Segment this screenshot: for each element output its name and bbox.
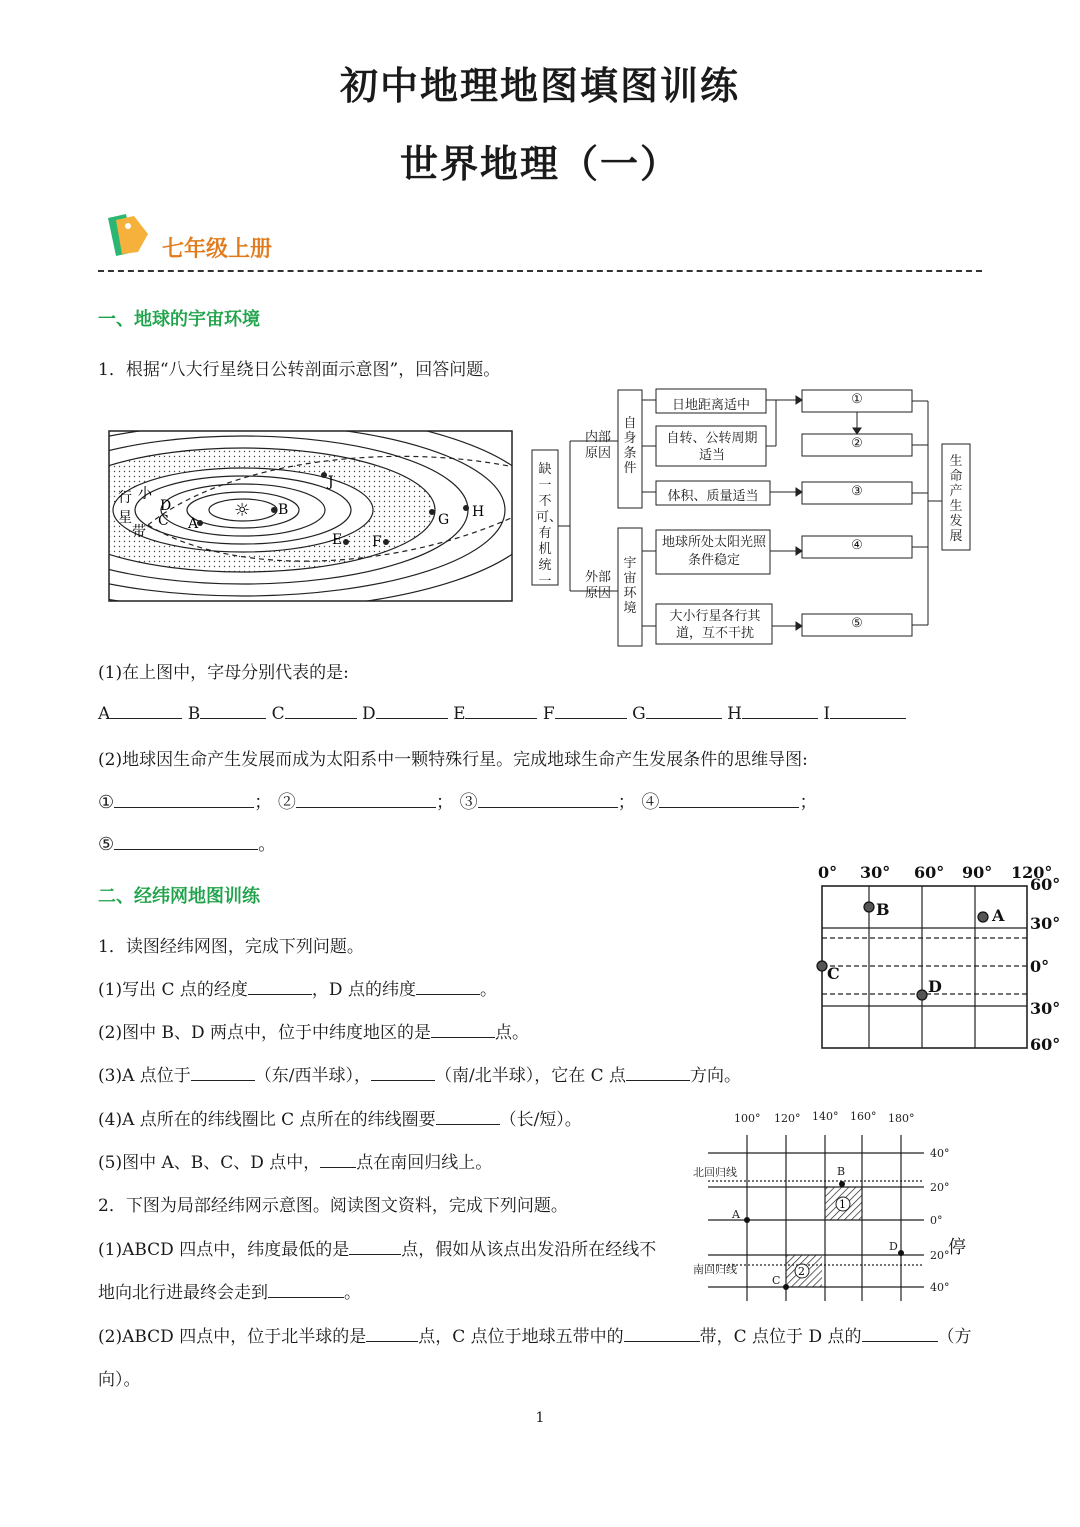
lat-lon-grid-2 xyxy=(690,1105,950,1305)
svg-text:90°: 90° xyxy=(962,863,993,882)
sun-icon: ☼ xyxy=(234,500,251,521)
mindmap-answer-row2: ⑤ 。 xyxy=(98,834,277,855)
page-subtitle: 世界地理（一） xyxy=(399,142,680,186)
svg-text:120°: 120° xyxy=(1011,863,1053,882)
page-number: 1 xyxy=(535,1410,545,1426)
svg-text:30°: 30° xyxy=(1030,999,1060,1018)
svg-text:B: B xyxy=(278,502,289,518)
svg-text:1: 1 xyxy=(839,1198,846,1211)
svg-text:D: D xyxy=(889,1240,898,1253)
svg-text:J: J xyxy=(328,474,334,490)
svg-text:星: 星 xyxy=(118,510,132,526)
svg-text:40°: 40° xyxy=(930,1147,950,1160)
svg-text:160°: 160° xyxy=(850,1110,877,1123)
svg-text:南回归线: 南回归线 xyxy=(693,1263,737,1276)
mindmap-answer-row: ① ； ② ； ③ ； ④ ； xyxy=(98,792,818,813)
s2-q1-1: (1)写出 C 点的经度 ，D 点的纬度 。 xyxy=(98,980,497,1000)
svg-text:140°: 140° xyxy=(812,1110,839,1123)
svg-text:40°: 40° xyxy=(930,1281,950,1294)
svg-text:C: C xyxy=(158,513,169,529)
svg-text:20°: 20° xyxy=(930,1249,950,1262)
svg-text:30°: 30° xyxy=(860,863,891,882)
svg-text:H: H xyxy=(472,504,485,520)
svg-text:B: B xyxy=(876,900,890,919)
orbit-diagram xyxy=(108,430,514,604)
svg-text:北回归线: 北回归线 xyxy=(693,1166,737,1179)
s2-q2-1-cont: 地向北行进最终会走到 。 xyxy=(98,1283,361,1303)
svg-text:B: B xyxy=(837,1165,846,1178)
lat-lon-grid-1 xyxy=(810,860,1060,1058)
svg-text:小: 小 xyxy=(138,486,152,502)
mind-map: 缺一不可、有机统一 内部原因 外部原因 自身条件 宇宙环境 日地距离适中 自转、公转周期适当 体积、质量适当 地球所处太阳光照条件稳定 大小行星各行其道，互不干扰 生命产生发展 ① ② ③ ④ ⑤ xyxy=(530,386,975,651)
s2-q2-2: (2)ABCD 四点中，位于北半球的是 点，C 点位于地球五带中的 带，C 点位于 D 点的 （方 xyxy=(98,1327,972,1347)
svg-text:F: F xyxy=(372,534,382,550)
divider xyxy=(98,270,982,272)
svg-text:G: G xyxy=(438,512,450,528)
svg-text:D: D xyxy=(928,977,942,996)
svg-text:D: D xyxy=(160,498,172,514)
svg-text:行: 行 xyxy=(118,490,132,506)
svg-text:60°: 60° xyxy=(1030,875,1060,894)
svg-text:60°: 60° xyxy=(914,863,945,882)
section2-heading: 二、经纬网地图训练 xyxy=(98,886,260,907)
svg-text:20°: 20° xyxy=(930,1181,950,1194)
s2-q1-2: (2)图中 B、D 两点中，位于中纬度地区的是 点。 xyxy=(98,1023,530,1043)
svg-text:2: 2 xyxy=(798,1265,805,1278)
svg-text:A: A xyxy=(732,1208,740,1221)
svg-text:60°: 60° xyxy=(1030,1035,1060,1054)
s2-q2-2-cont: 向）。 xyxy=(98,1370,141,1390)
stop-char: 停 xyxy=(948,1237,966,1258)
svg-text:A: A xyxy=(188,516,199,532)
s2-q2-stem: 2．下图为局部经纬网示意图。阅读图文资料，完成下列问题。 xyxy=(98,1196,568,1216)
q1-sub2: (2)地球因生命产生发展而成为太阳系中一颗特殊行星。完成地球生命产生发展条件的思维导图: xyxy=(98,750,808,770)
s2-q2-1: (1)ABCD 四点中，纬度最低的是 点，假如从该点出发沿所在经线不 xyxy=(98,1240,657,1260)
svg-text:0°: 0° xyxy=(818,863,838,882)
section1-heading: 一、地球的宇宙环境 xyxy=(98,309,260,330)
svg-text:带: 带 xyxy=(132,524,146,540)
svg-text:E: E xyxy=(332,532,343,548)
svg-text:C: C xyxy=(827,964,840,983)
svg-text:180°: 180° xyxy=(888,1112,915,1125)
s2-q1-3: (3)A 点位于 （东/西半球）， （南/北半球），它在 C 点 方向。 xyxy=(98,1066,742,1086)
s2-q1-4: (4)A 点所在的纬线圈比 C 点所在的纬线圈要 （长/短）。 xyxy=(98,1110,582,1130)
grade-label: 七年级上册 xyxy=(162,237,273,262)
svg-text:C: C xyxy=(772,1274,781,1287)
svg-text:A: A xyxy=(992,906,1005,925)
q1-sub1: (1)在上图中，字母分别代表的是: xyxy=(98,663,349,683)
svg-text:0°: 0° xyxy=(930,1214,943,1227)
page-title: 初中地理地图填图训练 xyxy=(339,64,740,108)
svg-text:0°: 0° xyxy=(1030,957,1050,976)
s2-q1-stem: 1．读图经纬网图，完成下列问题。 xyxy=(98,937,364,957)
svg-text:120°: 120° xyxy=(774,1112,801,1125)
q1-stem: 1．根据“八大行星绕日公转剖面示意图”，回答问题。 xyxy=(98,360,501,380)
tag-icon xyxy=(104,212,150,262)
svg-text:100°: 100° xyxy=(734,1112,761,1125)
svg-text:30°: 30° xyxy=(1030,914,1060,933)
s2-q1-5: (5)图中 A、B、C、D 点中， 点在南回归线上。 xyxy=(98,1153,493,1173)
letter-answer-row: A B C D E F G H I xyxy=(98,702,906,724)
